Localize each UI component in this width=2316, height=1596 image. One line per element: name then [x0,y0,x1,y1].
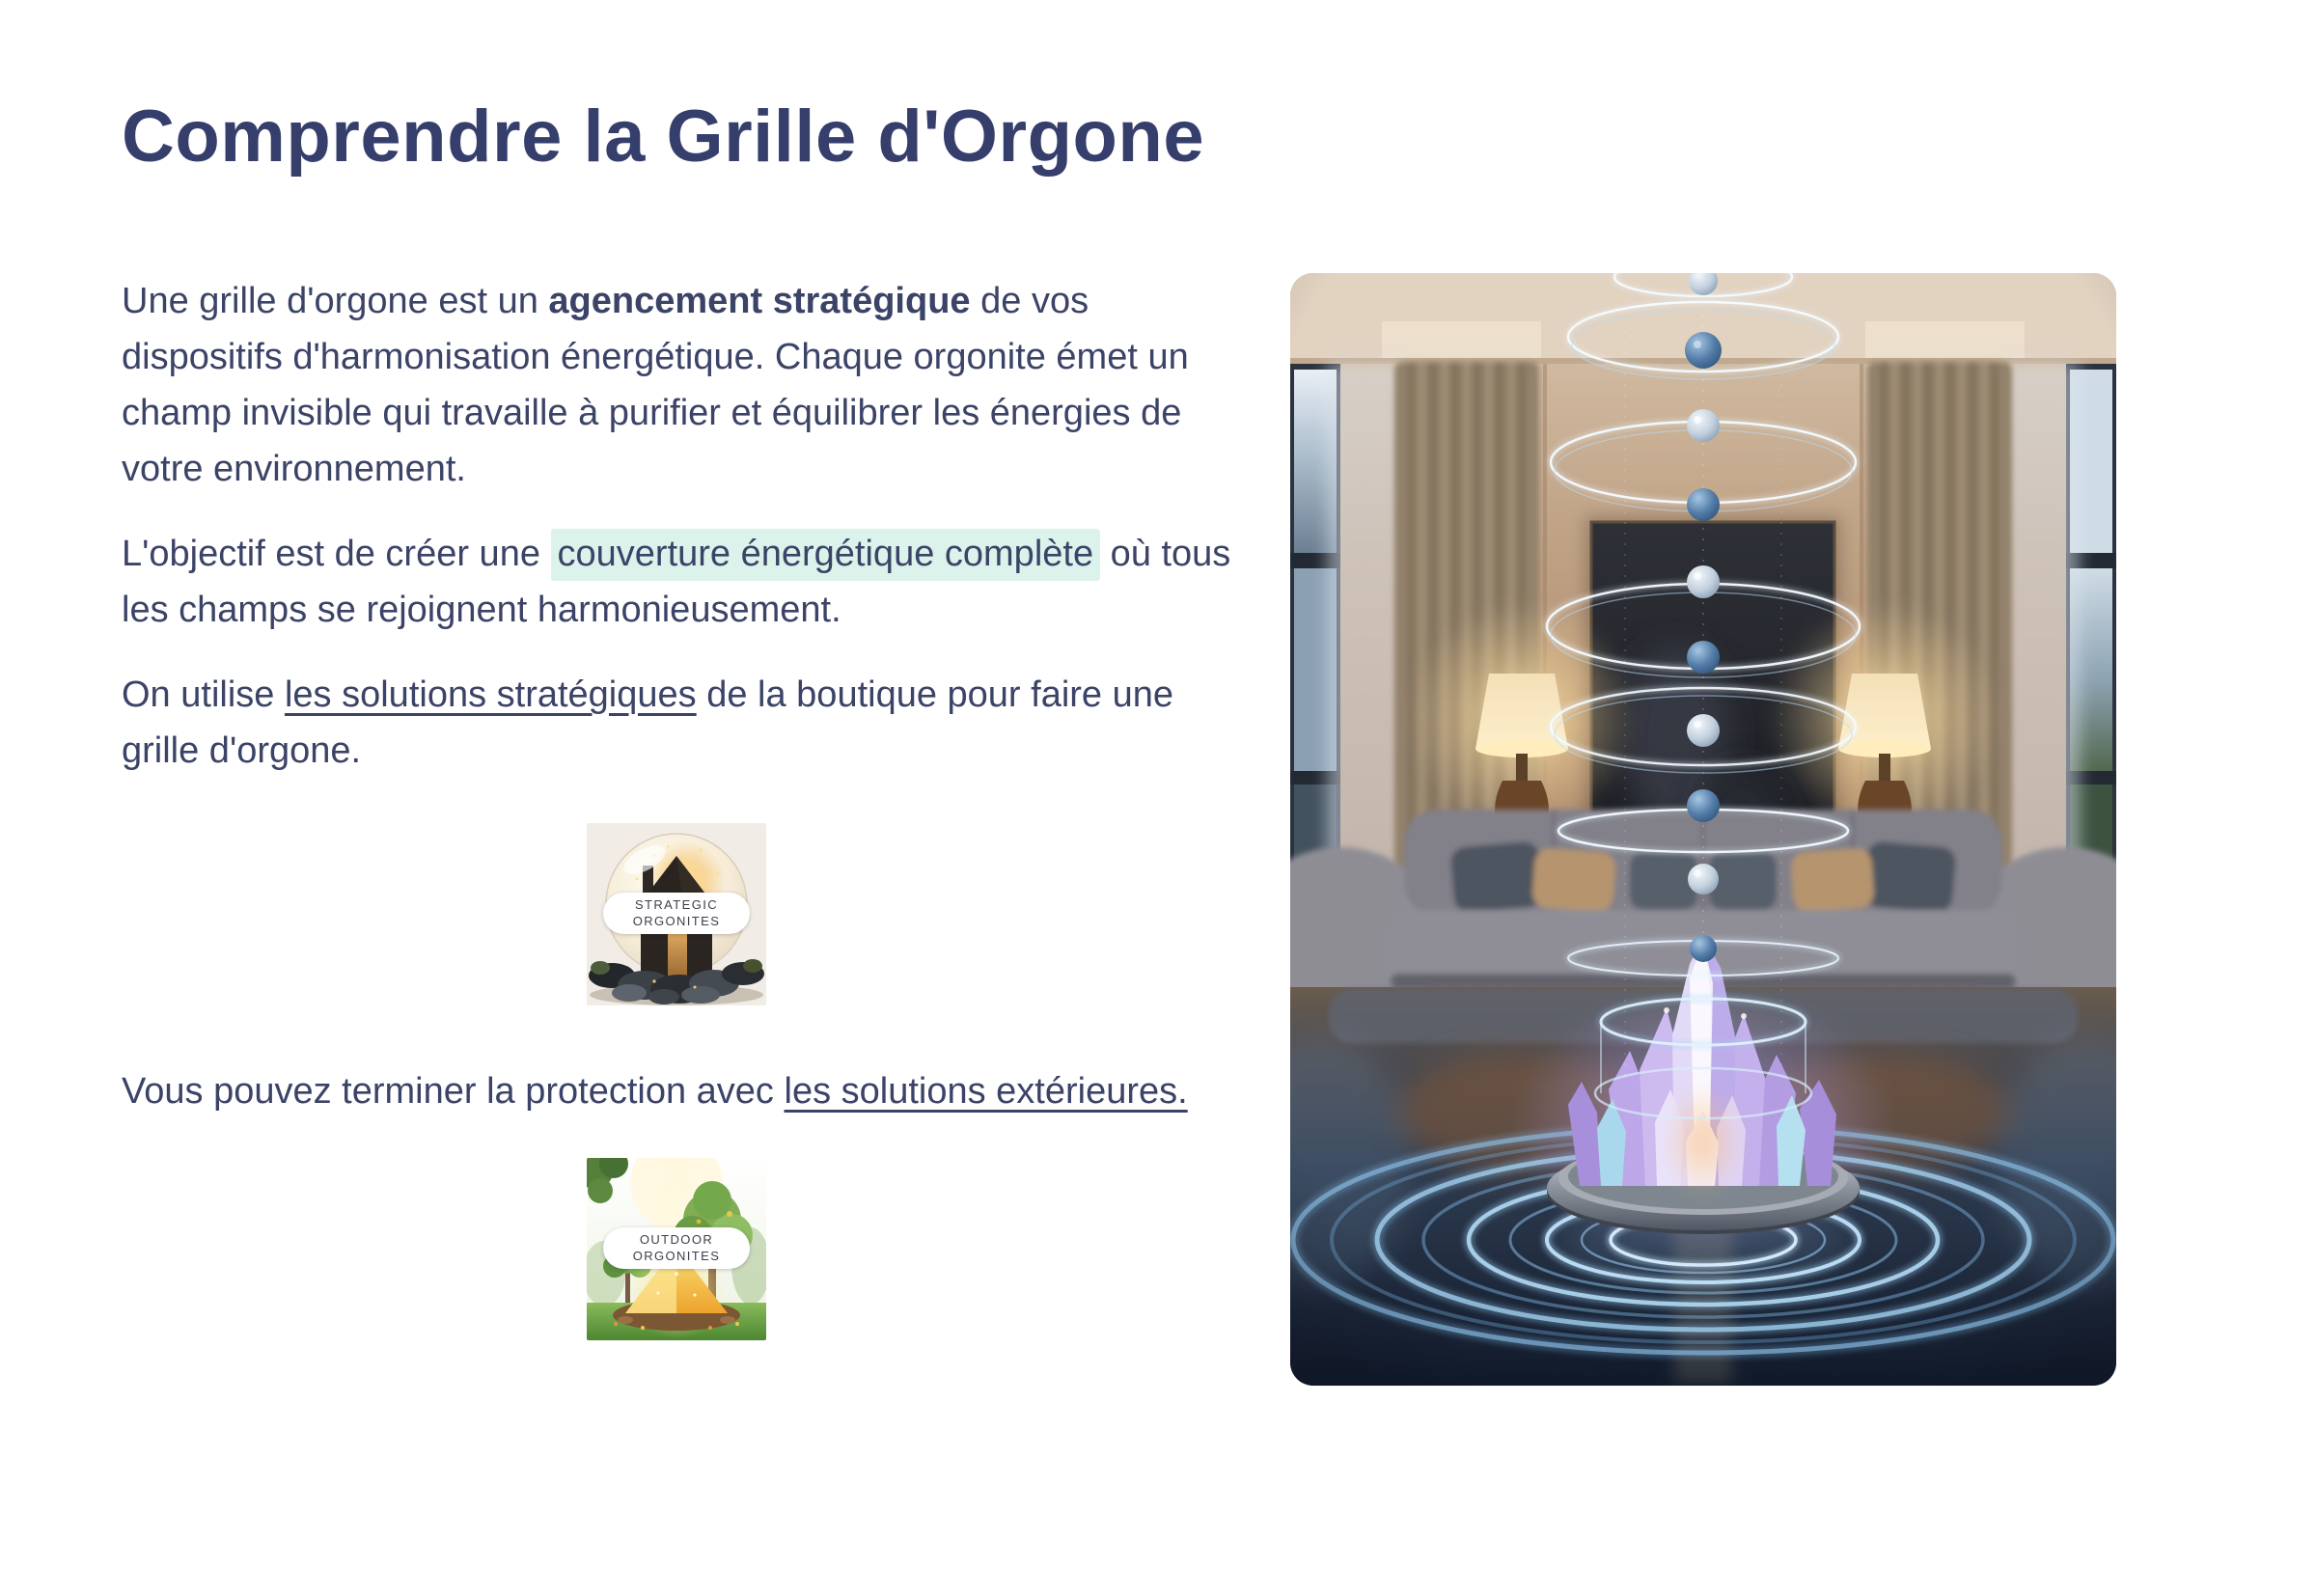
strategic-orgonites-image[interactable] [587,823,766,1005]
content-columns [122,273,2316,1386]
paragraph-objective [122,526,1231,638]
outdoor-orgonites-image[interactable] [587,1158,766,1340]
text-column [122,273,1231,1340]
outdoor-orgonites-label [603,1227,750,1269]
paragraph-definition [122,273,1231,497]
outdoor-solutions-link[interactable]: les solutions extérieures. [784,1071,1188,1113]
p1-text-post: de vos dispositifs d'harmonisation énergétique. Chaque orgonite émet un champ invisible qui travaille à purifier et équilibrer les énergies de votre environnement. [122,281,1189,490]
strategic-label-line1: STRATEGIC [634,897,719,913]
strategic-orgonites-label [603,893,750,934]
outdoor-label-line2: ORGONITES [632,1249,721,1264]
p1-bold-text: agencement stratégique [548,281,971,322]
page-title: Comprendre la Grille d'Orgone [122,96,1205,178]
vignette [1290,273,2116,1386]
p3-text-pre: On utilise [122,674,285,716]
hero-image [1290,273,2116,1386]
paragraph-strategic [122,667,1231,779]
p3-text-post: de la boutique pour faire une grille d'orgone. [122,674,1174,772]
p2-highlighted-text: couverture énergétique complète [551,529,1101,581]
p4-text-pre: Vous pouvez terminer la protection avec [122,1071,785,1113]
p2-text-post: où tous les champs se rejoignent harmonieusement. [122,534,1231,631]
outdoor-label-line1: OUTDOOR [639,1232,714,1248]
paragraph-outdoor [122,1063,1231,1119]
strategic-solutions-link[interactable]: les solutions stratégiques [284,674,697,716]
p2-text-pre: L'objectif est de créer une [122,534,551,575]
strategic-label-line2: ORGONITES [632,914,721,929]
p1-text-pre: Une grille d'orgone est un [122,281,549,322]
orgone-grid-living-room-illustration [1290,273,2116,1386]
